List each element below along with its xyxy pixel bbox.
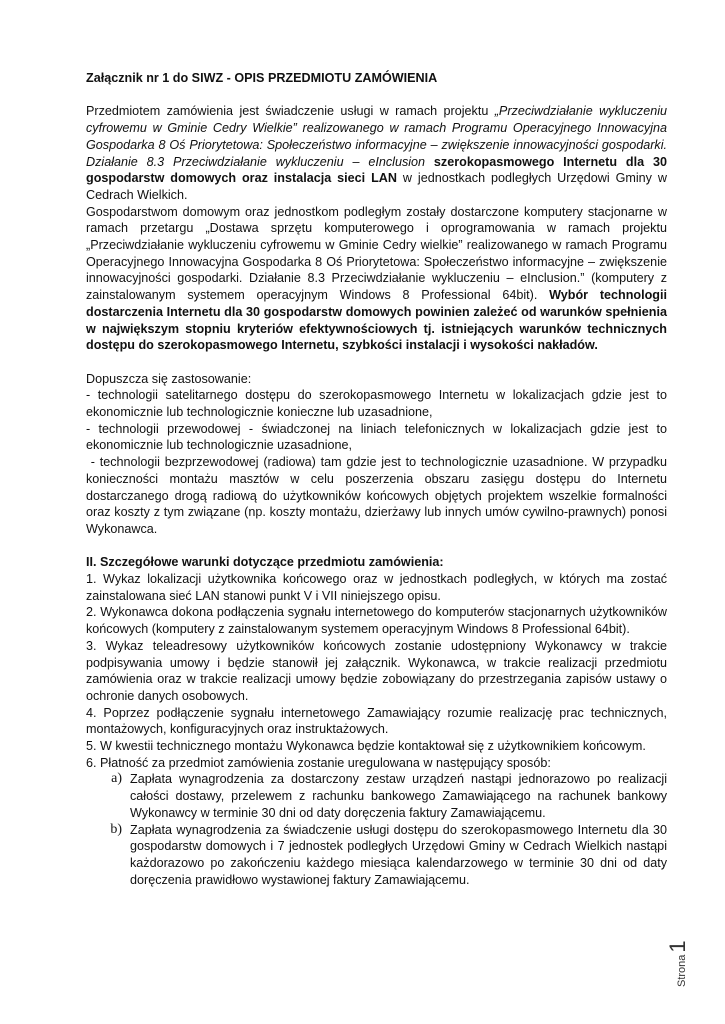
allowed-item-wireless: - technologii bezprzewodowej (radiowa) tam gdzie jest to technologicznie uzasadnione. W przypadku konieczności montażu masztów w celu poszerzenia obszaru zasięgu dostępu do Internetu dostarczanego drogą radiową do użytkowników końcowych objętych projektem wszelkie formalności oraz koszty z tym związane (np. koszty montażu, dzierżawy lub innych umów cywilno-prawnych) ponosi Wykonawca. [86,455,671,536]
section-2-item-4: 4. Poprzez podłączenie sygnału internetowego Zamawiający rozumie realizację prac technicznych, montażowych, konfiguracyjnych oraz instruktażowych. [86,705,667,737]
allowed-item-wired: - technologii przewodowej - świadczonej na liniach telefonicznych w lokalizacjach gdzie jest to ekonomicznie lub technologicznie uzasadnione, [86,421,667,453]
page-number-block [665,940,691,987]
intro-p1-project-name: „Przeciwdziałanie wykluczeniu cyfrowemu w Gminie Cedry Wielkie” realizowanego w ramach Programu Operacyjnego Innowacyjna Gospodarka 8 Oś Priorytetowa: Społeczeństwo informacyjne – zwiększenie innowacyjności gospodarki. Działanie 8.3 Przeciwdziałanie wykluczeniu – eInclusion [86,104,667,169]
intro-p2-a: Gospodarstwom domowym oraz jednostkom podległym zostały dostarczone komputery stacjonarne w ramach przetargu „Dostawa sprzętu komputerowego i oprogramowania w ramach projektu „Przeciwdziałanie wykluczeniu cyfrowemu w Gminie Cedry wielkie” realizowanego w ramach Programu Operacyjnego Innowacyjna Gospodarka 8 Oś Priorytetowa: Społeczeństwo informacyjne – zwiększenie innowacyjności gospodarki. Działanie 8.3 Przeciwdziałanie wykluczeniu – eInclusion.” (komputery z zainstalowanym systemem operacyjnym Windows 8 Professional 64bit). [86,204,667,303]
section-2-item-1: 1. Wykaz lokalizacji użytkownika końcowego oraz w jednostkach podległych, w których ma zostać zainstalowana sieć LAN stanowi punkt V i VII niniejszego opisu. [86,572,667,603]
page-number: 1 [665,940,690,953]
intro-paragraph-1 [86,103,667,203]
section-2-item-3: 3. Wykaz teleadresowy użytkowników końcowych zostanie udostępniony Wykonawcy w trakcie podpisywania umowy i będzie stanowił jej załącznik. Wykonawca, w trakcie realizacji przedmiotu zamówienia oraz w trakcie realizacji umowy będzie zobowiązany do przestrzegania zapisów ustawy o ochronie danych osobowych. [86,638,667,703]
list-marker-a: a) [111,771,122,787]
payment-item-b [86,822,667,889]
list-marker-b: b) [110,821,122,837]
page-label: Strona [676,954,688,987]
payment-item-b-text: Zapłata wynagrodzenia za świadczenie usługi dostępu do szerokopasmowego Internetu dla 30 gospodarstw domowych i 7 jednostek podległych Urzędowi Gminy w Cedrach Wielkich nastąpi każdorazowo po zakończeniu każdego miesiąca kalendarzowego w terminie 30 dni od daty doręczenia prawidłowo wystawionej faktury Zamawiającemu. [130,822,667,887]
document-title: Załącznik nr 1 do SIWZ - OPIS PRZEDMIOTU ZAMÓWIENIA [86,71,438,85]
intro-p1-bold: szerokopasmowego Internetu dla 30 gospodarstw domowych oraz instalacja sieci LAN [86,154,667,186]
intro-p1-d: w jednostkach podległych Urzędowi Gminy w Cedrach Wielkich. [86,171,667,202]
intro-p1-a: Przedmiotem zamówienia jest świadczenie usługi w ramach projektu [86,104,495,119]
allowed-item-satellite: - technologii satelitarnego dostępu do szerokopasmowego Internetu w lokalizacjach gdzie jest to ekonomicznie lub technologicznie konieczne lub uzasadnione, [86,388,667,420]
intro-p2-bold: Wybór technologii dostarczenia Internetu dla 30 gospodarstw domowych powinien zależeć od warunków spełnienia w największym stopniu kryteriów efektywnościowych tj. istniejących warunków technicznych dostępu do szerokopasmowego Internetu, szybkości instalacji i wysokości nakładów. [86,288,667,353]
section-2-item-5: 5. W kwestii technicznego montażu Wykonawca będzie kontaktował się z użytkownikiem końcowym. [86,739,646,754]
allowed-heading: Dopuszcza się zastosowanie: [86,371,252,386]
page-footer [665,907,689,987]
section-2-heading: II. Szczegółowe warunki dotyczące przedmiotu zamówienia: [86,555,444,570]
payment-item-a-text: Zapłata wynagrodzenia za dostarczony zestaw urządzeń nastąpi jednorazowo po realizacji całości dostawy, przelewem z rachunku bankowego Zamawiającego na rachunek bankowy Wykonawcy w terminie 30 dni od daty doręczenia faktury Zamawiającemu. [130,772,667,820]
document-page [86,70,671,888]
intro-paragraph-2 [86,204,667,354]
section-2-item-6: 6. Płatność za przedmiot zamówienia zostanie uregulowana w następujący sposób: [86,755,551,770]
payment-item-a [86,771,667,821]
section-2-item-2: 2. Wykonawca dokona podłączenia sygnału internetowego do komputerów stacjonarnych użytkowników końcowych (komputery z zainstalowanym systemem operacyjnym Windows 8 Professional 64bit). [86,605,667,637]
